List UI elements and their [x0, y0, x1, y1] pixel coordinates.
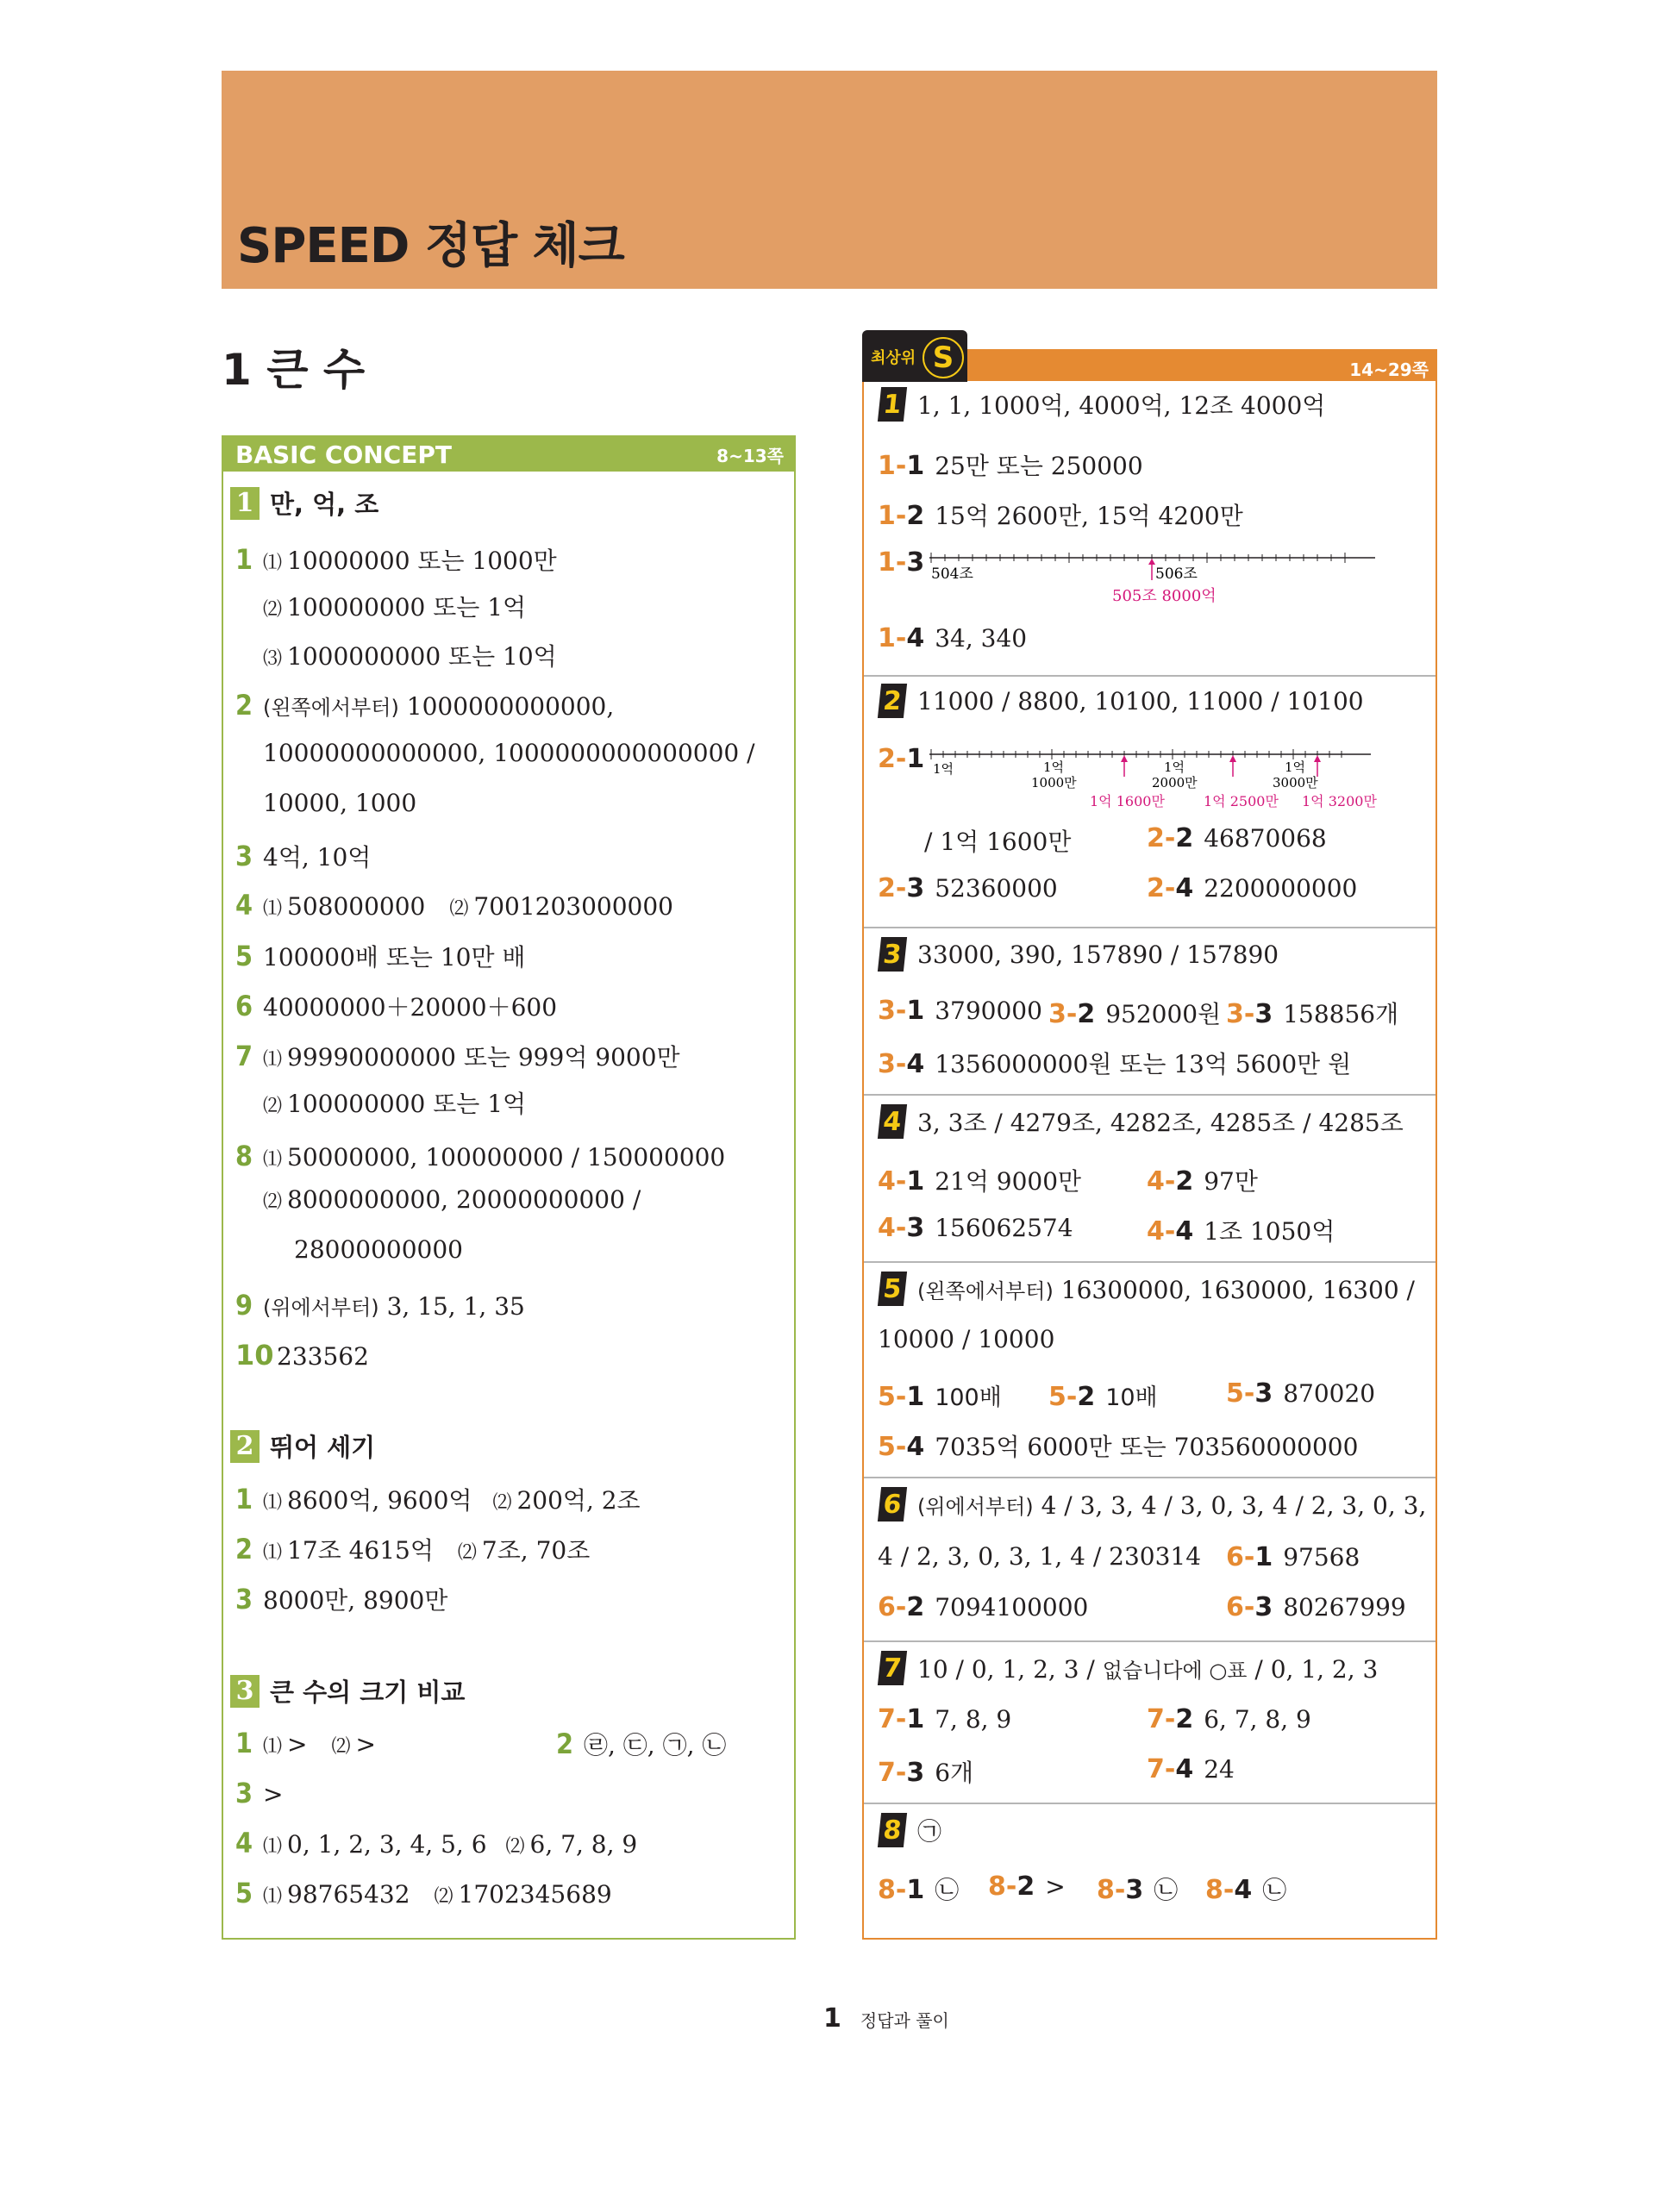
question-number: 7 — [235, 1040, 253, 1072]
question-number: 1-1 — [878, 451, 925, 481]
answer-text: 52360000 — [935, 874, 1058, 903]
sub-number: ⑵ — [449, 898, 469, 920]
sub-number: ⑵ — [457, 1542, 477, 1564]
question-number: 4 — [235, 889, 253, 922]
block-answer: (왼쪽에서부터) 16300000, 1630000, 16300 / — [917, 1275, 1415, 1304]
section-1-heading — [230, 485, 378, 521]
question-number: 1-3 — [878, 547, 925, 578]
question-number: 6-1 — [1226, 1542, 1273, 1572]
answer-row — [1147, 1163, 1258, 1197]
answer-text: 97만 — [1204, 1167, 1258, 1196]
answer-row — [1097, 1871, 1178, 1906]
top-level-pages: 14~29쪽 — [1349, 359, 1429, 380]
question-number: 1-4 — [878, 623, 925, 653]
question-number: 4-2 — [1147, 1166, 1194, 1197]
page-number: 1 — [823, 2003, 841, 2034]
question-number: 3-1 — [878, 996, 925, 1026]
number-line-left-label: 504조 — [931, 565, 973, 583]
answer-text: 25만 또는 250000 — [935, 452, 1143, 480]
question-number: 8-4 — [1205, 1875, 1253, 1905]
block-number: 6 — [878, 1487, 907, 1522]
answer-text: 1356000000원 또는 13억 5600만 원 — [935, 1050, 1352, 1078]
answer-row — [235, 1339, 369, 1372]
answer-row — [1147, 1704, 1311, 1734]
answer-text: 24 — [1204, 1755, 1235, 1784]
answer-row — [878, 1754, 973, 1789]
nl-label-2b: 2000만 — [1152, 775, 1198, 790]
question-number: 3-2 — [1048, 999, 1096, 1029]
divider — [864, 927, 1435, 928]
nl-label-2: 1억 — [1164, 759, 1185, 775]
sub-number: ⑵ — [263, 1191, 283, 1213]
block-number: 7 — [878, 1651, 907, 1685]
question-number: 3 — [235, 840, 253, 872]
answer-row — [988, 1871, 1066, 1902]
answer-text: 156062574 — [935, 1214, 1073, 1242]
block-answer: (위에서부터) 4 / 3, 3, 4 / 3, 0, 3, 4 / 2, 3, 0, 3, — [917, 1490, 1427, 1520]
divider — [864, 1477, 1435, 1478]
section-3-heading — [230, 1673, 465, 1709]
question-number: 8-2 — [988, 1871, 1035, 1902]
sub-number: ⑴ — [263, 1149, 283, 1171]
top-level-badge — [862, 330, 967, 382]
sub-number: ⑴ — [263, 1542, 283, 1564]
footer-label: 정답과 풀이 — [860, 2010, 949, 2031]
answer-text: 7001203000000 — [473, 892, 673, 921]
answer-row — [235, 542, 557, 577]
question-number: 4-4 — [1147, 1216, 1194, 1247]
answer-text: > — [355, 1730, 376, 1759]
answer-text: 40000000＋20000＋600 — [263, 993, 558, 1022]
answer-text: 17조 4615억 — [287, 1536, 434, 1565]
answer-text: 10000000 또는 1000만 — [287, 547, 557, 575]
answer-row — [878, 497, 1243, 532]
answer-row — [235, 889, 673, 922]
question-number: 2-1 — [878, 744, 925, 774]
answer-text: 7, 8, 9 — [935, 1705, 1012, 1734]
question-number: 7-2 — [1147, 1704, 1194, 1734]
answer-prefix: (왼쪽에서부터) — [263, 696, 399, 720]
answer-text: 8000000000, 20000000000 / — [287, 1185, 641, 1214]
answer-row — [878, 1871, 959, 1906]
answer-row — [235, 689, 614, 722]
answer-row — [878, 623, 1027, 653]
number-line-answer: 505조 8000억 — [1112, 587, 1217, 605]
block-8 — [879, 1813, 941, 1847]
answer-row — [263, 1085, 526, 1120]
answer-text: 1000000000 또는 10억 — [287, 642, 557, 671]
sub-number: ⑴ — [263, 553, 283, 574]
question-number: 8-3 — [1097, 1875, 1144, 1905]
nl-answer-2: 1억 2500만 — [1204, 793, 1279, 809]
divider — [864, 1261, 1435, 1263]
answer-text: 158856개 — [1283, 1000, 1399, 1028]
block-5 — [879, 1272, 1415, 1306]
answer-row — [1226, 1542, 1360, 1572]
section-number: 1 — [230, 487, 260, 520]
answer-row — [1048, 996, 1221, 1030]
question-number: 9 — [235, 1289, 253, 1322]
sub-number: ⑵ — [434, 1886, 453, 1908]
question-number: 4-3 — [878, 1213, 925, 1243]
block-number: 1 — [878, 387, 907, 422]
sub-number: ⑵ — [263, 599, 283, 621]
sub-number: ⑵ — [505, 1836, 525, 1858]
question-number: 2-4 — [1147, 873, 1194, 903]
divider — [864, 1803, 1435, 1804]
answer-row — [263, 1185, 641, 1214]
question-number: 7-1 — [878, 1704, 925, 1734]
answer-row — [235, 1039, 680, 1073]
block-answer: 1, 1, 1000억, 4000억, 12조 4000억 — [917, 391, 1326, 420]
answer-row — [263, 589, 526, 623]
question-number: 6 — [235, 990, 253, 1022]
answer-text: 3790000 — [935, 997, 1042, 1025]
divider — [864, 1640, 1435, 1642]
answer-row: 4 / 2, 3, 0, 3, 1, 4 / 230314 — [878, 1542, 1202, 1571]
answer-row: 10000000000000, 1000000000000000 / — [263, 739, 755, 767]
answer-row — [878, 1213, 1073, 1243]
answer-row — [878, 1592, 1088, 1622]
answer-row — [878, 447, 1143, 482]
answer-text: 10배 — [1105, 1384, 1158, 1411]
answer-text: 3, 15, 1, 35 — [386, 1292, 525, 1321]
answer-row — [1226, 1378, 1375, 1409]
top-level-box — [862, 341, 1437, 1940]
answer-row — [878, 1046, 1351, 1080]
answer-text: > — [1045, 1872, 1066, 1901]
block-7 — [879, 1651, 1378, 1685]
question-number: 2 — [556, 1728, 574, 1760]
answer-text: 97568 — [1283, 1543, 1360, 1572]
sub-number: ⑴ — [263, 1492, 283, 1514]
nl-label-1: 1억 — [1043, 759, 1065, 775]
answer-text: > — [287, 1730, 308, 1759]
s-logo-icon: S — [923, 337, 964, 378]
answer-row — [235, 1777, 283, 1809]
section-label: 만, 억, 조 — [270, 490, 379, 519]
answer-row — [1226, 996, 1398, 1030]
page-title: SPEED 정답 체크 — [237, 218, 624, 274]
answer-row: 10000, 1000 — [263, 789, 417, 817]
answer-text: 8600억, 9600억 — [287, 1486, 472, 1515]
answer-row — [878, 1163, 1081, 1197]
nl-label-3: 1억 — [1285, 759, 1306, 775]
answer-row — [1147, 1213, 1335, 1247]
answer-text: 34, 340 — [935, 624, 1028, 653]
section-2-heading — [230, 1428, 375, 1464]
answer-text: 0, 1, 2, 3, 4, 5, 6 — [287, 1830, 487, 1859]
answer-text: ㉡ — [1262, 1876, 1287, 1904]
section-number: 2 — [230, 1430, 260, 1463]
question-number: 3 — [235, 1777, 253, 1809]
block-answer: 11000 / 8800, 10100, 11000 / 10100 — [917, 686, 1364, 715]
block-4 — [879, 1104, 1404, 1139]
answer-text: 8000만, 8900만 — [263, 1586, 448, 1615]
answer-row — [1205, 1871, 1286, 1906]
answer-text: 952000원 — [1105, 1000, 1222, 1028]
sub-number: ⑴ — [263, 898, 283, 920]
block-answer: 3, 3조 / 4279조, 4282조, 4285조 / 4285조 — [917, 1109, 1404, 1137]
sub-number: ⑴ — [263, 1886, 283, 1908]
question-number: 2 — [235, 1533, 253, 1565]
answer-row — [235, 1877, 612, 1909]
question-number: 3-4 — [878, 1049, 925, 1079]
divider — [864, 1094, 1435, 1096]
question-number: 7-3 — [878, 1758, 925, 1788]
question-number: 4-1 — [878, 1166, 925, 1197]
answer-text: 2200000000 — [1204, 874, 1358, 903]
nl-answer-1: 1억 1600만 — [1090, 793, 1165, 809]
nl-label-1b: 1000만 — [1031, 775, 1077, 790]
answer-text: 100000배 또는 10만 배 — [263, 943, 526, 972]
answer-row — [235, 839, 371, 873]
question-number: 7-4 — [1147, 1754, 1194, 1784]
block-number: 4 — [878, 1104, 907, 1139]
sub-number: ⑴ — [263, 1836, 283, 1858]
divider — [864, 675, 1435, 677]
answer-text: 508000000 — [287, 892, 426, 921]
answer-text: 80267999 — [1283, 1593, 1406, 1622]
answer-text: 46870068 — [1204, 824, 1327, 853]
answer-text: 7035억 6000만 또는 703560000000 — [935, 1433, 1359, 1461]
question-number: 2-3 — [878, 873, 925, 903]
answer-text: 233562 — [277, 1342, 369, 1371]
answer-row — [1147, 1754, 1235, 1784]
answer-row — [878, 996, 1042, 1026]
answer-text: ㉣, ㉢, ㉠, ㉡ — [584, 1731, 727, 1759]
answer-row — [235, 1289, 525, 1322]
answer-row — [1147, 873, 1357, 903]
answer-row — [235, 1140, 725, 1172]
question-number: 5-1 — [878, 1382, 925, 1412]
answer-text: 870020 — [1283, 1379, 1376, 1408]
answer-row — [1147, 823, 1327, 853]
page-footer — [823, 2003, 949, 2034]
answer-row — [878, 1378, 1002, 1412]
badge-label: 최상위 — [871, 349, 916, 367]
question-number: 8-1 — [878, 1875, 925, 1905]
block-2 — [879, 684, 1364, 718]
answer-row — [556, 1727, 726, 1761]
answer-row — [1226, 1592, 1406, 1622]
answer-text: > — [263, 1780, 284, 1809]
answer-row: 10000 / 10000 — [878, 1325, 1055, 1353]
question-number: 2 — [235, 689, 253, 722]
answer-row — [235, 1482, 641, 1516]
block-answer: 33000, 390, 157890 / 157890 — [917, 940, 1279, 969]
section-label: 뛰어 세기 — [270, 1433, 376, 1462]
answer-text: 7조, 70조 — [481, 1536, 591, 1565]
answer-text: 50000000, 100000000 / 150000000 — [287, 1143, 726, 1172]
basic-concept-header — [223, 437, 794, 472]
nl-label-0: 1억 — [933, 761, 954, 777]
sub-number: ⑵ — [331, 1736, 351, 1758]
answer-text: 7094100000 — [935, 1593, 1089, 1622]
answer-text: 1조 1050억 — [1204, 1217, 1335, 1246]
sub-number: ⑴ — [263, 1736, 283, 1758]
question-number: 1-2 — [878, 501, 925, 531]
answer-text: 99990000000 또는 999억 9000만 — [287, 1043, 680, 1072]
sub-number: ⑴ — [263, 1049, 283, 1071]
question-number: 8 — [235, 1140, 253, 1172]
answer-text: 98765432 — [287, 1880, 410, 1909]
nl-label-3b: 3000만 — [1273, 775, 1318, 790]
number-line-right-label: 506조 — [1155, 565, 1198, 583]
section-number: 3 — [230, 1675, 260, 1708]
question-number: 5 — [235, 1877, 253, 1909]
answer-text: 1000000000000, — [406, 692, 615, 721]
sub-number: ⑵ — [263, 1096, 283, 1117]
question-number: 10 — [235, 1339, 274, 1372]
block-number: 5 — [878, 1272, 907, 1306]
answer-row: 28000000000 — [294, 1235, 463, 1264]
answer-text: 200억, 2조 — [516, 1486, 641, 1515]
answer-text: ㉡ — [1154, 1876, 1179, 1904]
answer-text: 100000000 또는 1억 — [287, 1090, 527, 1118]
answer-text: 1702345689 — [458, 1880, 612, 1909]
basic-concept-pages: 8~13쪽 — [716, 446, 784, 466]
question-number: 6-2 — [878, 1592, 925, 1622]
basic-concept-box — [222, 435, 796, 1940]
answer-row — [263, 638, 557, 672]
sub-number: ⑵ — [492, 1492, 512, 1514]
question-number: 2-2 — [1147, 823, 1194, 853]
answer-text: 6개 — [935, 1759, 974, 1787]
answer-row — [878, 1704, 1011, 1734]
answer-prefix: (위에서부터) — [263, 1296, 379, 1320]
answer-row — [235, 1827, 637, 1859]
answer-row — [235, 939, 525, 973]
question-number: 5-4 — [878, 1432, 925, 1462]
question-number: 5 — [235, 940, 253, 972]
question-number: 5-2 — [1048, 1382, 1096, 1412]
answer-row — [235, 989, 557, 1023]
question-number: 1 — [235, 1727, 253, 1759]
section-label: 큰 수의 크기 비교 — [270, 1678, 466, 1707]
answer-row — [878, 873, 1058, 903]
nl-answer-3: 1억 3200만 — [1302, 793, 1377, 809]
block-number: 8 — [878, 1813, 907, 1847]
answer-text: 21억 9000만 — [935, 1167, 1082, 1196]
block-number: 2 — [878, 684, 907, 718]
number-line-1-3 — [923, 547, 1405, 616]
answer-text: 4억, 10억 — [263, 843, 372, 872]
answer-row — [1048, 1378, 1158, 1412]
answer-text: 15억 2600만, 15억 4200만 — [935, 502, 1243, 530]
block-1 — [879, 387, 1325, 422]
chapter-title: 1 큰 수 — [222, 345, 366, 395]
block-3 — [879, 937, 1279, 972]
answer-text: 6, 7, 8, 9 — [529, 1830, 638, 1859]
question-number: 1 — [235, 1483, 253, 1515]
block-number: 3 — [878, 937, 907, 972]
question-number: 6-3 — [1226, 1592, 1273, 1622]
question-number: 1 — [235, 543, 253, 576]
answer-text: ㉡ — [935, 1876, 960, 1904]
block-answer: ㉠ — [917, 1817, 942, 1846]
block-6 — [879, 1487, 1426, 1522]
sub-number: ⑶ — [263, 648, 283, 670]
answer-row — [878, 1428, 1358, 1463]
answer-row: / 1억 1600만 — [924, 828, 1072, 856]
answer-row — [235, 1582, 447, 1616]
question-number: 5-3 — [1226, 1378, 1273, 1409]
answer-text: 100배 — [935, 1384, 1002, 1411]
basic-concept-title: BASIC CONCEPT — [235, 441, 452, 469]
answer-text: 100000000 또는 1억 — [287, 593, 527, 622]
question-number: 3 — [235, 1583, 253, 1615]
question-number: 3-3 — [1226, 999, 1273, 1029]
answer-text: 6, 7, 8, 9 — [1204, 1705, 1311, 1734]
answer-row — [235, 1727, 376, 1759]
block-answer: 10 / 0, 1, 2, 3 / 없습니다에 ○표 / 0, 1, 2, 3 — [917, 1654, 1379, 1684]
question-number: 4 — [235, 1827, 253, 1859]
answer-row — [235, 1532, 590, 1566]
